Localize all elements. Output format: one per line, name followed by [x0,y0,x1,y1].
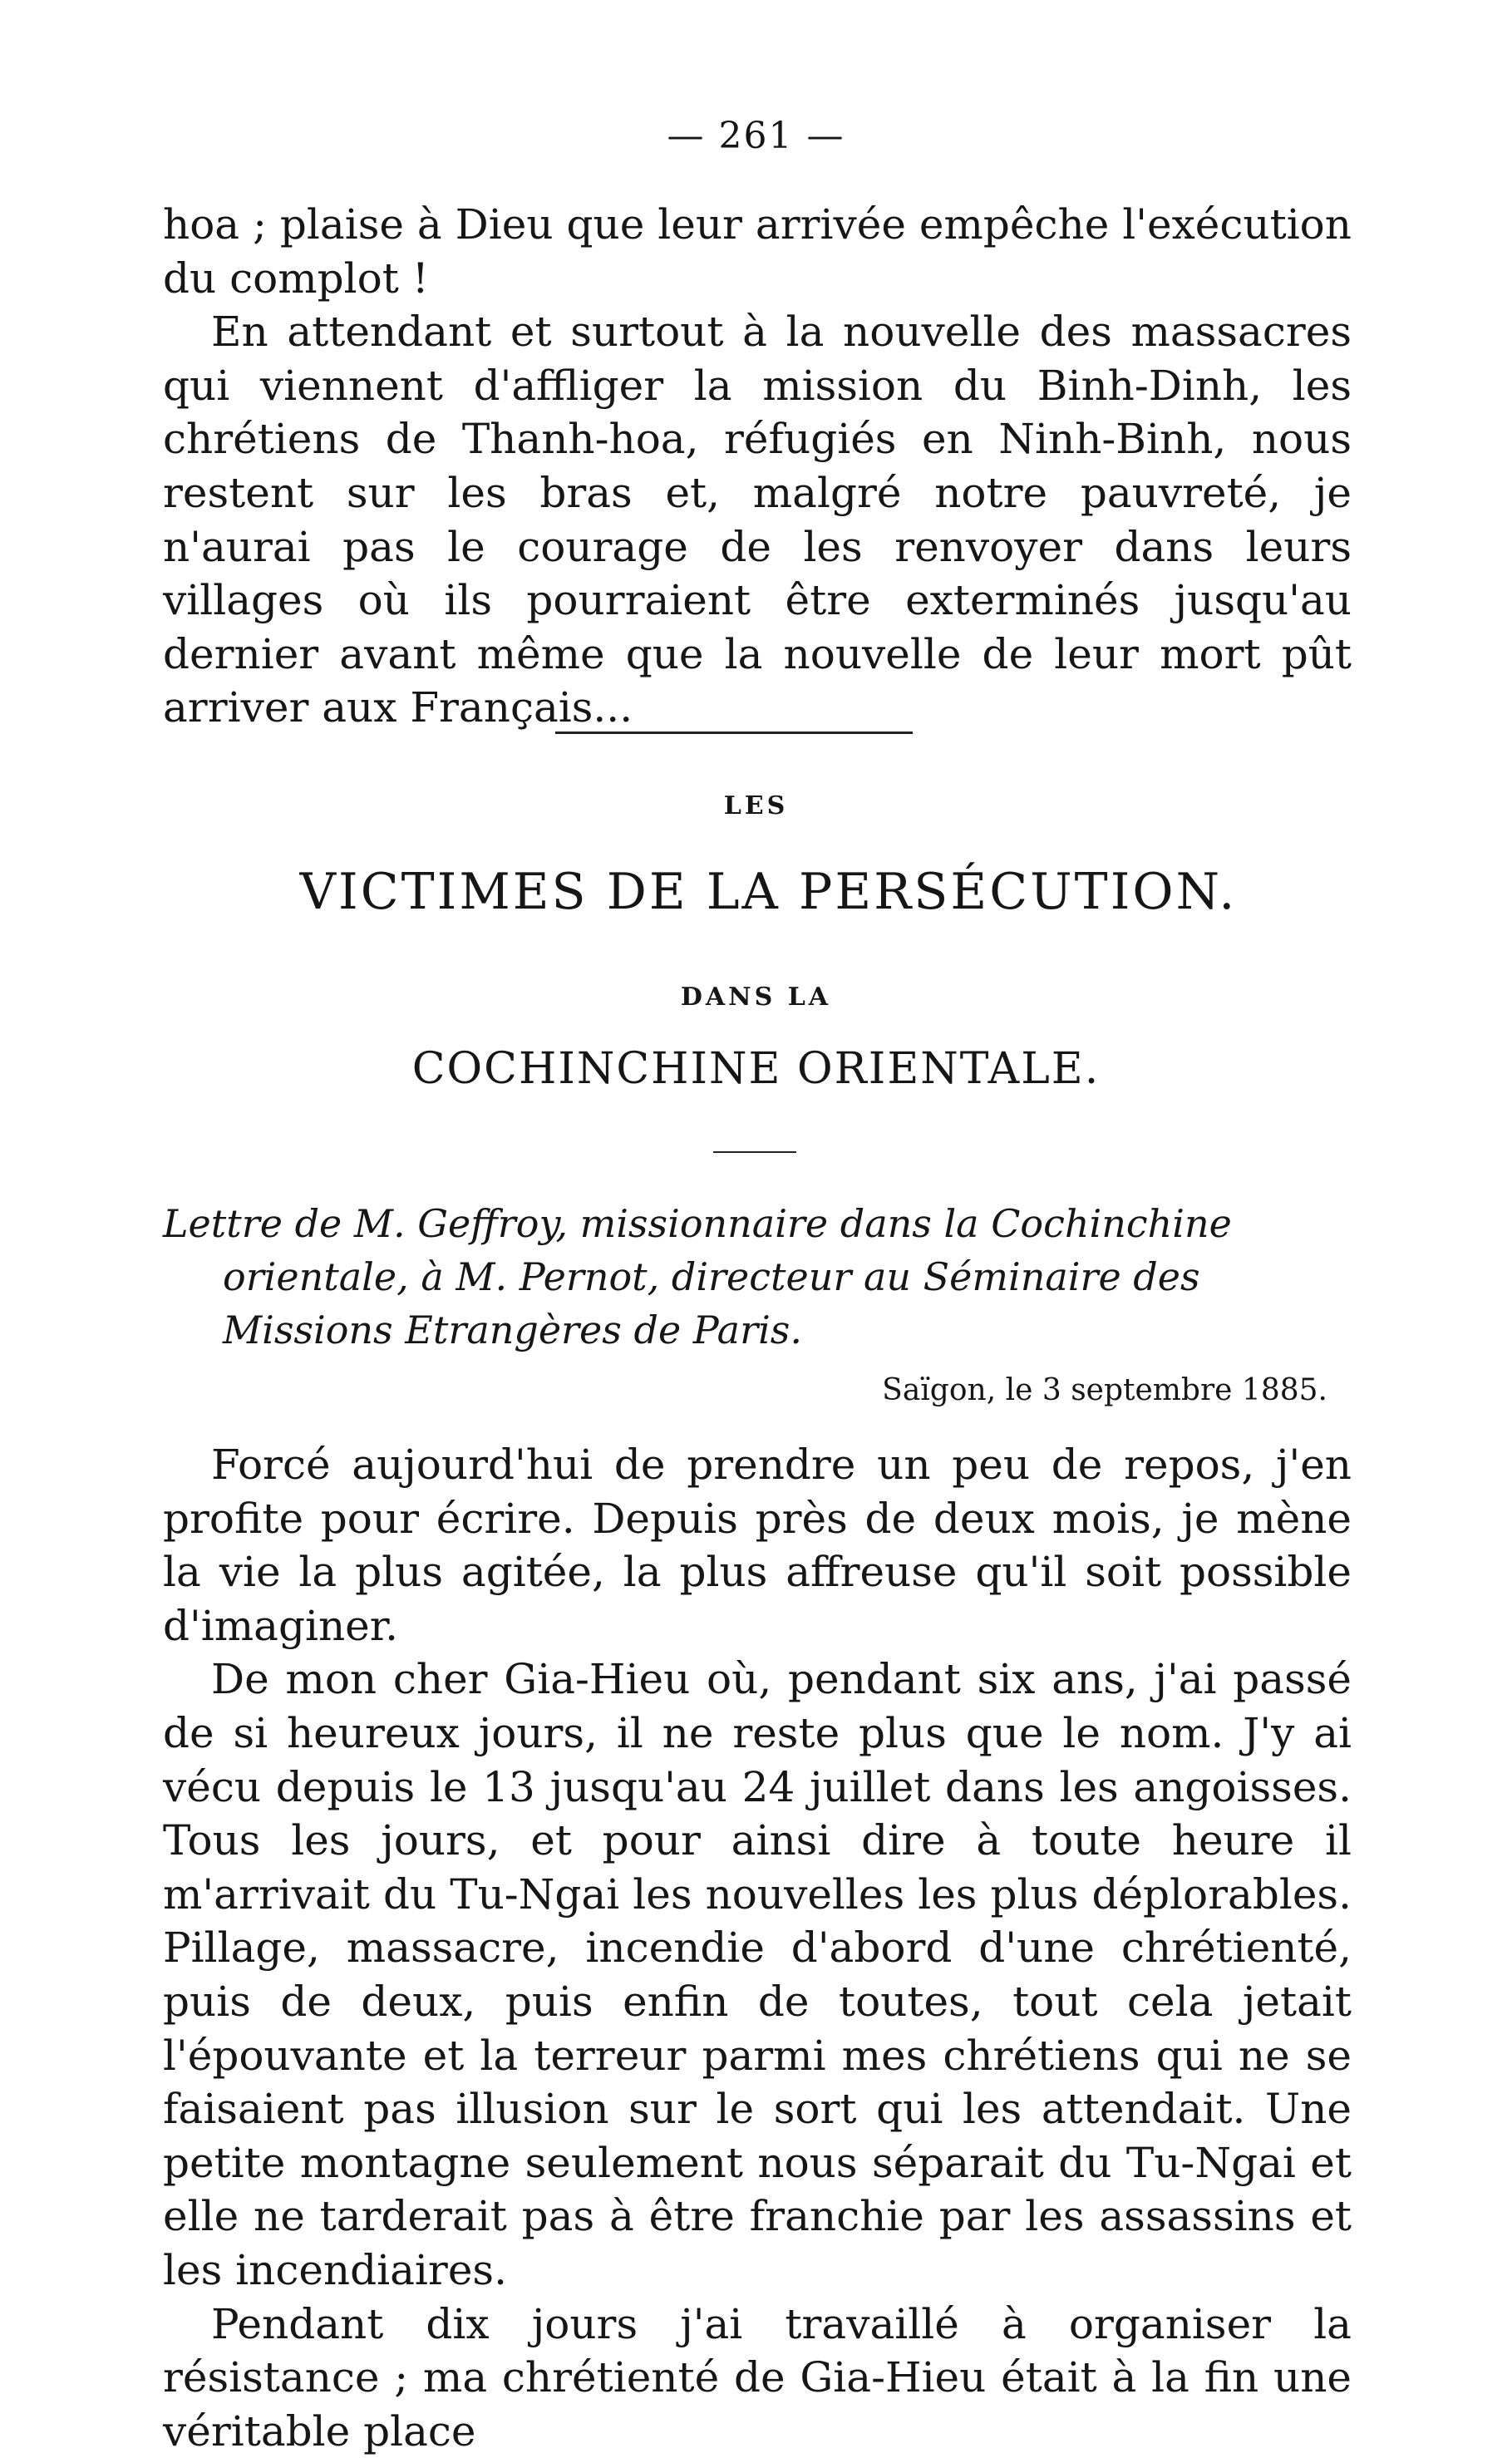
dateline: Saïgon, le 3 septembre 1885. [882,1373,1327,1407]
intro-text [163,198,1352,735]
section-subtitle: COCHINCHINE ORIENTALE. [0,1044,1512,1094]
page-number: — 261 — [0,115,1512,157]
letter-heading [163,1197,1352,1357]
letter-paragraph-2: De mon cher Gia-Hieu où, pendant six ans, j'ai passé de si heureux jours, il ne reste plus que le nom. J'y ai vécu depuis le 13 jusqu'au 24 juillet dans les angoisses. Tous les jours, et pour ainsi dire à toute heure il m'arrivait du Tu-Ngai les nouvelles les plus déplorables. Pillage, massacre, incendie d'abord d'une chrétienté, puis de deux, puis enfin de toutes, tout cela jetait l'épouvante et la terreur parmi mes chrétiens qui ne se faisaient pas illusion sur le sort qui les attendait. Une petite montagne seulement nous séparait du Tu-Ngai et elle ne tarderait pas à être franchie par les assassins et les incendiaires. [163,1653,1352,2297]
letter-paragraph-1: Forcé aujourd'hui de prendre un peu de repos, j'en profite pour écrire. Depuis près de deux mois, je mène la vie la plus agitée, la plus affreuse qu'il soit possible d'imaginer. [163,1438,1352,1653]
letter-body [163,1438,1352,2458]
section-title: VICTIMES DE LA PERSÉCUTION. [0,863,1512,921]
section-divider [555,731,913,734]
heading-les: LES [0,791,1512,820]
intro-paragraph-2: En attendant et surtout à la nouvelle des massacres qui viennent d'affliger la mission du Binh-Dinh, les chrétiens de Thanh-hoa, réfugiés en Ninh-Binh, nous restent sur les bras et, malgré notre pauvreté, je n'aurai pas le courage de les renvoyer dans leurs villages où ils pourraient être exterminés jusqu'au dernier avant même que la nouvelle de leur mort pût arriver aux Français... [163,305,1352,735]
intro-paragraph-1: hoa ; plaise à Dieu que leur arrivée empêche l'exécution du complot ! [163,198,1352,305]
heading-dans-la: DANS LA [0,983,1512,1012]
letter-heading-text: Lettre de M. Geffroy, missionnaire dans la Cochinchine orientale, à M. Pernot, directeur au Séminaire des Missions Etrangères de Paris. [163,1197,1352,1357]
letter-paragraph-3: Pendant dix jours j'ai travaillé à organiser la résistance ; ma chrétienté de Gia-Hieu était à la fin une véritable place [163,2298,1352,2458]
short-divider [713,1151,796,1153]
